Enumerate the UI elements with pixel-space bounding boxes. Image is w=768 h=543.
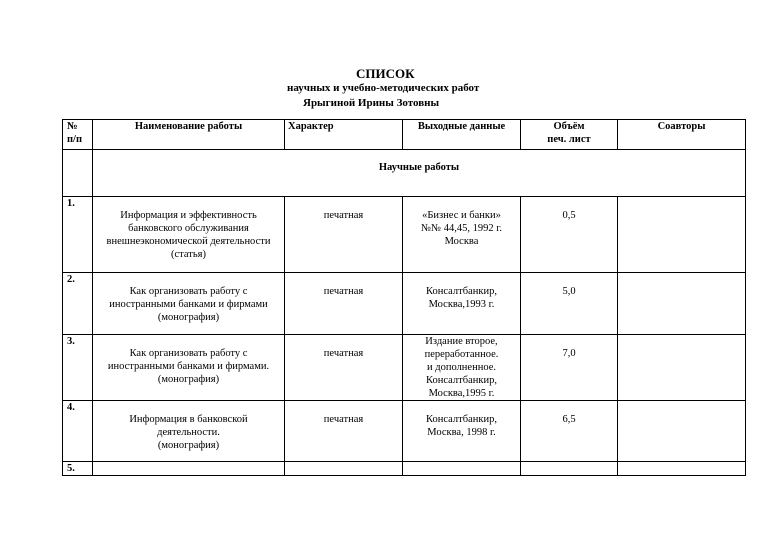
header-row (63, 120, 746, 150)
table-row (63, 335, 746, 401)
row-volume: 6,5 (521, 401, 618, 462)
table-row (63, 197, 746, 273)
row-name: Как организовать работу с иностранными банками и фирмами (монография) (93, 273, 285, 335)
section-row (63, 150, 746, 197)
row-name: Как организовать работу с иностранными банками и фирмами. (монография) (93, 335, 285, 401)
row-character: печатная (285, 197, 403, 273)
doc-subtitle: научных и учебно-методических работ (287, 82, 480, 94)
header-volume: Объём печ. лист (521, 120, 618, 150)
doc-author: Ярыгиной Ирины Зотовны (303, 97, 440, 109)
header-name: Наименование работы (93, 120, 285, 150)
row-output: Консалтбанкир, Москва, 1998 г. (403, 401, 521, 462)
row-character (285, 462, 403, 476)
table-row (63, 273, 746, 335)
row-num: 2. (63, 273, 93, 335)
row-coauthors (618, 273, 746, 335)
header-output: Выходные данные (403, 120, 521, 150)
row-num: 3. (63, 335, 93, 401)
row-name: Информация в банковской деятельности. (монография) (93, 401, 285, 462)
header-coauthors: Соавторы (618, 120, 746, 150)
works-table (62, 119, 746, 476)
row-character: печатная (285, 273, 403, 335)
doc-title: СПИСОК (356, 66, 415, 81)
row-num: 4. (63, 401, 93, 462)
row-output: Консалтбанкир, Москва,1993 г. (403, 273, 521, 335)
table-row (63, 462, 746, 476)
row-name (93, 462, 285, 476)
table-row (63, 401, 746, 462)
row-volume (521, 462, 618, 476)
row-name: Информация и эффективность банковского обслуживания внешнеэкономической деятельности (статья) (93, 197, 285, 273)
row-character: печатная (285, 335, 403, 401)
row-output: Издание второе, переработанное. и дополненное. Консалтбанкир, Москва,1995 г. (403, 335, 521, 401)
row-num: 1. (63, 197, 93, 273)
header-num: № п/п (63, 120, 93, 150)
row-coauthors (618, 335, 746, 401)
row-volume: 7,0 (521, 335, 618, 401)
row-output (403, 462, 521, 476)
row-coauthors (618, 197, 746, 273)
row-character: печатная (285, 401, 403, 462)
row-volume: 0,5 (521, 197, 618, 273)
row-volume: 5,0 (521, 273, 618, 335)
row-num: 5. (63, 462, 93, 476)
row-output: «Бизнес и банки» №№ 44,45, 1992 г. Москва (403, 197, 521, 273)
row-coauthors (618, 401, 746, 462)
row-coauthors (618, 462, 746, 476)
header-character: Характер (285, 120, 403, 150)
section-title: Научные работы (93, 150, 746, 197)
